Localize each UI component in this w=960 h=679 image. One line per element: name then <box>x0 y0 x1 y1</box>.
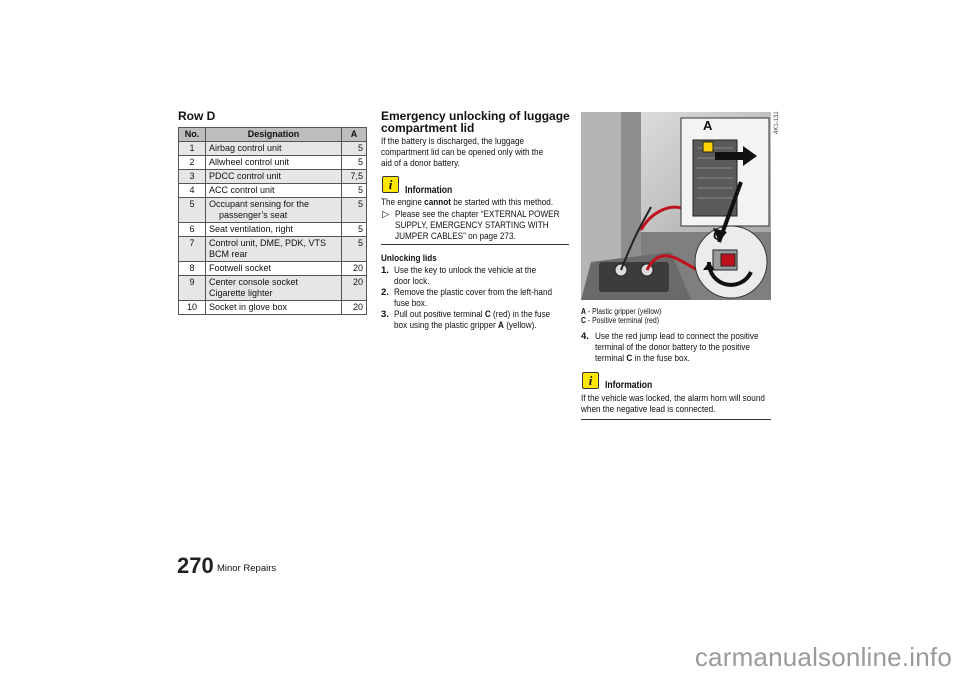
step4-line2: terminal of the donor battery to the positive <box>595 342 750 353</box>
fuse-designation-line1: Center console socket <box>209 277 299 287</box>
step2-line1: Remove the plastic cover from the left-hand <box>394 287 553 298</box>
fuse-number: 5 <box>179 198 206 223</box>
fuse-amperage: 20 <box>342 276 367 301</box>
fuse-number: 2 <box>179 156 206 170</box>
photo-code: 4K1-131 <box>774 111 780 134</box>
fuse-number: 8 <box>179 262 206 276</box>
section-name: Minor Repairs <box>217 563 277 574</box>
alarm-info-line2: when the negative lead is connected. <box>581 404 716 415</box>
legend-a: A - Plastic gripper (yellow) <box>581 307 662 316</box>
table-row <box>179 223 367 237</box>
table-row <box>179 184 367 198</box>
info-label: Information <box>605 380 653 391</box>
bullet-line3: JUMPER CABLES” on page 273. <box>395 231 516 242</box>
step2-line2: fuse box. <box>394 298 428 309</box>
arrow-bullet-icon: ▷ <box>382 209 390 220</box>
step3-line2: box using the plastic gripper A (yellow). <box>394 320 537 331</box>
photo-label-a: A <box>703 118 713 133</box>
fuse-designation-line1: Control unit, DME, PDK, VTS <box>209 238 327 248</box>
fuse-amperage: 5 <box>342 223 367 237</box>
info-engine-text: The engine cannot be started with this method. <box>381 197 554 208</box>
section-title-line2: compartment lid <box>381 121 475 135</box>
fuse-number: 9 <box>179 276 206 301</box>
fuse-number: 6 <box>179 223 206 237</box>
step-number: 1. <box>381 265 389 276</box>
fuse-designation <box>206 276 342 301</box>
step-number: 3. <box>381 309 389 320</box>
table-row <box>179 237 367 262</box>
fuse-designation-line2: Cigarette lighter <box>209 288 273 298</box>
table-row <box>179 170 367 184</box>
fuse-number: 7 <box>179 237 206 262</box>
fuse-designation: Socket in glove box <box>206 301 342 315</box>
step1-line2: door lock. <box>394 276 430 287</box>
bullet-line2: SUPPLY, EMERGENCY STARTING WITH <box>395 220 549 231</box>
subheading: Unlocking lids <box>381 253 437 264</box>
fuse-amperage: 5 <box>342 237 367 262</box>
section-divider <box>381 244 569 245</box>
step1-line1: Use the key to unlock the vehicle at the <box>394 265 537 276</box>
table-row <box>179 142 367 156</box>
fuse-designation <box>206 198 342 223</box>
bullet-line1: Please see the chapter “EXTERNAL POWER <box>395 209 560 220</box>
section-title-line1: Emergency unlocking of luggage <box>381 109 570 123</box>
table-row <box>179 156 367 170</box>
fuse-amperage: 5 <box>342 156 367 170</box>
alarm-info-line1: If the vehicle was locked, the alarm horn will sound <box>581 393 765 404</box>
fuse-amperage: 7,5 <box>342 170 367 184</box>
intro-line2: compartment lid can be opened only with the <box>381 147 544 158</box>
info-label: Information <box>405 185 453 196</box>
header-amp: A <box>342 128 367 142</box>
table-row <box>179 301 367 315</box>
information-icon: i <box>582 372 599 389</box>
row-title: Row D <box>178 109 216 123</box>
table-row <box>179 276 367 301</box>
fuse-amperage: 20 <box>342 301 367 315</box>
fuse-number: 1 <box>179 142 206 156</box>
fuse-designation-line1: Occupant sensing for the <box>209 199 310 209</box>
fuse-designation: ACC control unit <box>206 184 342 198</box>
page-number: 270 <box>177 553 214 578</box>
fuse-designation: Airbag control unit <box>206 142 342 156</box>
header-designation: Designation <box>206 128 342 142</box>
intro-line3: aid of a donor battery. <box>381 158 460 169</box>
step4-line3: terminal C in the fuse box. <box>595 353 690 364</box>
fuse-designation-line2: BCM rear <box>209 249 248 259</box>
fuse-designation: Allwheel control unit <box>206 156 342 170</box>
fuse-amperage: 20 <box>342 262 367 276</box>
legend-c: C - Positive terminal (red) <box>581 316 660 325</box>
fuse-box-photo <box>581 112 771 300</box>
fuse-box-illustration <box>581 112 771 300</box>
intro-line1: If the battery is discharged, the luggage <box>381 136 525 147</box>
information-icon: i <box>382 176 399 193</box>
fuse-amperage: 5 <box>342 184 367 198</box>
fuse-number: 10 <box>179 301 206 315</box>
step3-line1: Pull out positive terminal C (red) in the fuse <box>394 309 551 320</box>
step4-line1: Use the red jump lead to connect the positive <box>595 331 759 342</box>
fuse-designation: PDCC control unit <box>206 170 342 184</box>
fuse-number: 3 <box>179 170 206 184</box>
header-no: No. <box>179 128 206 142</box>
fuse-amperage: 5 <box>342 198 367 223</box>
table-header-row <box>179 128 367 142</box>
fuse-number: 4 <box>179 184 206 198</box>
fuse-designation: Seat ventilation, right <box>206 223 342 237</box>
fuse-designation: Footwell socket <box>206 262 342 276</box>
table-row <box>179 198 367 223</box>
photo-label-c: C <box>713 228 723 243</box>
fuse-amperage: 5 <box>342 142 367 156</box>
watermark: carmanualsonline.info <box>694 642 952 672</box>
fuse-designation <box>206 237 342 262</box>
step-number: 4. <box>581 331 589 342</box>
step-number: 2. <box>381 287 389 298</box>
fuse-designation-line2: passenger’s seat <box>219 210 288 220</box>
fuse-table <box>178 127 367 315</box>
table-row <box>179 262 367 276</box>
section-divider <box>581 419 771 420</box>
